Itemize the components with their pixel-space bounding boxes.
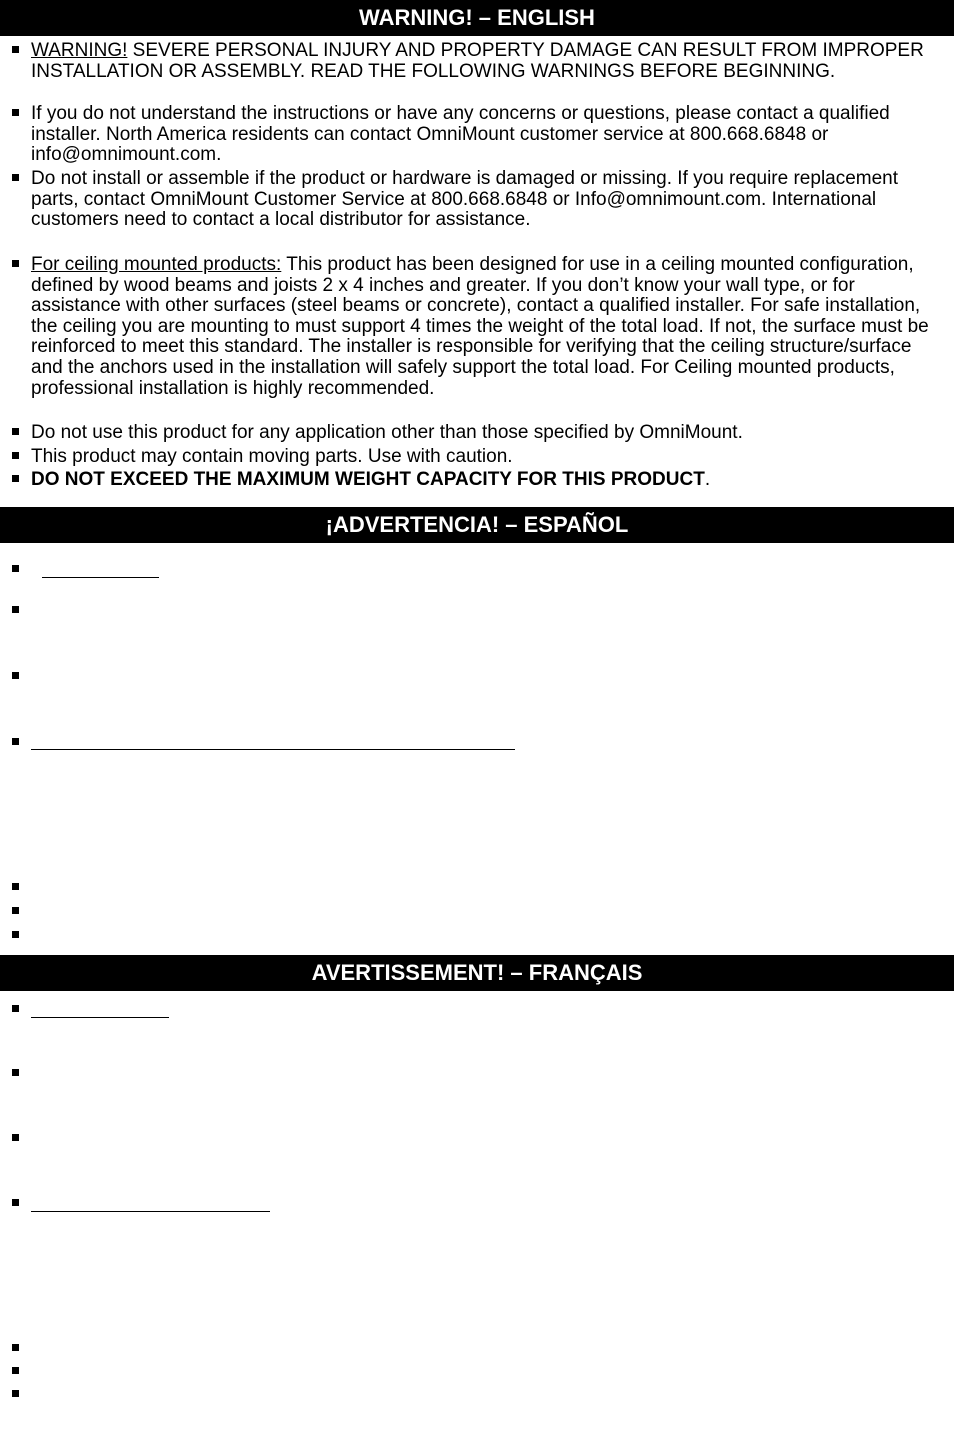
bullet-icon: [12, 1134, 19, 1141]
bullet-icon: [12, 672, 19, 679]
bullet-icon: [12, 883, 19, 890]
bullet-icon: [12, 1367, 19, 1374]
list-item-text: [31, 255, 943, 399]
spanish-section-header: [0, 507, 954, 543]
english-section-header: [0, 0, 954, 36]
underline-placeholder: [31, 1211, 270, 1212]
bullet-icon: [12, 1344, 19, 1351]
warning-text: SEVERE PERSONAL INJURY AND PROPERTY DAMAGE CAN RESULT FROM IMPROPER INSTALLATION OR ASSEMBLY. READ THE FOLLOWING WARNINGS BEFORE BEGINNING.: [31, 40, 924, 82]
list-item-text: If you do not understand the instructions or have any concerns or questions, please contact a qualified installer. North America residents can contact OmniMount customer service at 800.668.6848 or info@omnimount.com.: [31, 103, 890, 166]
bullet-icon: [12, 606, 19, 613]
underline-placeholder: [31, 1017, 169, 1018]
bullet-icon: [12, 109, 19, 116]
bullet-icon: [12, 1069, 19, 1076]
max-weight-tail: .: [704, 469, 711, 490]
warning-lead: WARNING!: [31, 40, 128, 61]
bullet-icon: [12, 1199, 19, 1206]
bullet-icon: [12, 931, 19, 938]
max-weight-text: DO NOT EXCEED THE MAXIMUM WEIGHT CAPACITY FOR THIS PRODUCT: [31, 469, 705, 490]
bullet-icon: [12, 1390, 19, 1397]
french-section-header: [0, 955, 954, 991]
bullet-icon: [12, 452, 19, 459]
bullet-icon: [12, 46, 19, 53]
list-item-text: [31, 41, 943, 82]
list-item-text: This product may contain moving parts. Use with caution.: [31, 446, 513, 467]
list-item-text: Do not install or assemble if the product or hardware is damaged or missing. If you require replacement parts, contact OmniMount Customer Service at 800.668.6848 or Info@omnimount.com. International customers need to contact a local distributor for assistance.: [31, 168, 899, 231]
ceiling-lead: For ceiling mounted products:: [31, 254, 282, 275]
bullet-icon: [12, 738, 19, 745]
list-item-text: [31, 470, 943, 491]
bullet-icon: [12, 475, 19, 482]
bullet-icon: [12, 260, 19, 267]
ceiling-text: This product has been designed for use in a ceiling mounted configuration, defined by wood beams and joists 2 x 4 inches and greater. If you don’t know your wall type, or for assistance with other surfaces (steel beams or concrete), contact a qualified installer. For safe installation, the ceiling you are mounting to must support 4 times the weight of the total load. If not, the surface must be reinforced to meet this standard. The installer is responsible for verifying that the ceiling structure/surface and the anchors used in the installation will safely support the total load. For Ceiling mounted products, professional installation is highly recommended.: [31, 254, 929, 399]
bullet-icon: [12, 565, 19, 572]
bullet-icon: [12, 1005, 19, 1012]
french-section-title: AVERTISSEMENT! – FRANÇAIS: [311, 960, 643, 985]
english-section-title: WARNING! – ENGLISH: [359, 5, 595, 30]
underline-placeholder: [31, 749, 515, 750]
underline-placeholder: [42, 577, 159, 578]
list-item-text: Do not use this product for any application other than those specified by OmniMount.: [31, 422, 743, 443]
bullet-icon: [12, 174, 19, 181]
spanish-section-title: ¡ADVERTENCIA! – ESPAÑOL: [325, 512, 629, 537]
bullet-icon: [12, 428, 19, 435]
bullet-icon: [12, 907, 19, 914]
